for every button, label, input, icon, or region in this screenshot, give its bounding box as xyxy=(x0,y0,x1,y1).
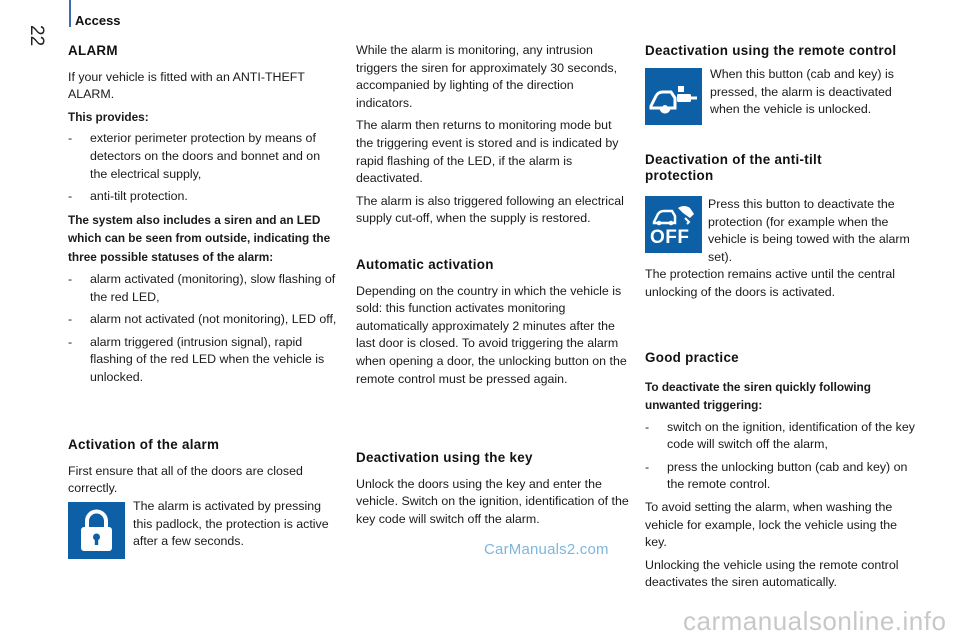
tilt-section xyxy=(645,152,915,184)
watermark-text: CarManuals2.com xyxy=(484,541,609,558)
key-deactivation-text: Unlock the doors using the key and enter the vehicle. Switch on the ignition, identification of the key code will switch off the alarm. xyxy=(356,476,629,526)
anti-tilt-off-button-icon xyxy=(645,196,702,253)
automatic-activation-text: Depending on the country in which the vehicle is sold: this function activates monitoring automatically approximately 2 minutes after the last door is closed. To avoid triggering the alarm when opening a door, the unlocking button on the remote control must be pressed again. xyxy=(356,283,627,386)
activation-icon-text: The alarm is activated by pressing this padlock, the protection is active after a few seconds. xyxy=(133,499,329,549)
activation-intro: First ensure that all of the doors are closed correctly. xyxy=(68,463,303,496)
list-item: - press the unlocking button (cab and key) on the remote control. xyxy=(645,459,908,492)
automatic-activation-section xyxy=(356,256,632,393)
column-right xyxy=(645,42,915,60)
wash-text: To avoid setting the alarm, when washing the vehicle for example, lock the vehicle using the key. xyxy=(645,499,898,550)
footer-watermark: carmanualsonline.info xyxy=(683,606,947,636)
list-item: - alarm not activated (not monitoring), LED off, xyxy=(68,312,337,327)
alarm-heading: ALARM xyxy=(68,43,118,58)
good-practice-heading: Good practice xyxy=(645,350,739,365)
list-item: - alarm triggered (intrusion signal), rapid flashing of the red LED when the vehicle is unlocked. xyxy=(68,334,325,384)
key-deactivation-section xyxy=(356,449,632,533)
list-item: - exterior perimeter protection by means of detectors on the doors and bonnet and on the electrical supply, xyxy=(68,131,321,181)
list-item: - alarm activated (monitoring), slow flashing of the red LED, xyxy=(68,271,336,304)
provides-label: This provides: xyxy=(68,109,149,124)
header-accent-bar xyxy=(69,0,71,27)
alarm-intro: If your vehicle is fitted with an ANTI-THEFT ALARM. xyxy=(68,69,305,102)
unlock-text: Unlocking the vehicle using the remote control deactivates the siren automatically. xyxy=(645,557,899,590)
monitoring-paragraph: The alarm is also triggered following an electrical supply cut-off, when the supply is restored. xyxy=(356,193,624,226)
good-practice-section xyxy=(645,349,915,597)
automatic-activation-heading: Automatic activation xyxy=(356,257,494,272)
section-title: Access xyxy=(75,13,121,28)
remote-deactivation-heading: Deactivation using the remote control xyxy=(645,43,897,58)
tilt-note: The protection remains active until the central unlocking of the doors is activated. xyxy=(645,267,896,299)
activation-heading: Activation of the alarm xyxy=(68,437,220,452)
list-item: - anti-tilt protection. xyxy=(68,189,188,204)
monitoring-paragraph: While the alarm is monitoring, any intrusion triggers the siren for approximately 30 seconds, accompanied by lighting of the direction indicators. xyxy=(356,43,618,110)
key-deactivation-heading: Deactivation using the key xyxy=(356,450,533,465)
off-label: OFF xyxy=(650,227,690,248)
tilt-note-section xyxy=(645,266,915,306)
list-item: - switch on the ignition, identification of the key code will switch off the alarm, xyxy=(645,419,915,452)
page-number: 22 xyxy=(26,25,47,47)
remote-icon-text: When this button (cab and key) is pressed, the alarm is deactivated when the vehicle is unlocked. xyxy=(710,67,894,117)
tilt-deactivation-heading: Deactivation of the anti-tilt protection xyxy=(645,152,822,183)
good-practice-lead: To deactivate the siren quickly following unwanted triggering: xyxy=(645,379,871,412)
cab-and-key-button-icon xyxy=(645,68,702,125)
padlock-button-icon xyxy=(68,502,125,559)
monitoring-paragraph: The alarm then returns to monitoring mode but the triggering event is stored and is indicated by rapid flashing of the LED, if the alarm is deactivated. xyxy=(356,118,619,186)
activation-section xyxy=(68,436,340,503)
column-left xyxy=(68,42,340,392)
column-middle xyxy=(356,42,632,233)
system-note: The system also includes a siren and an LED which can be seen from outside, indicating the three possible statuses of the alarm: xyxy=(68,212,331,264)
tilt-icon-text: Press this button to deactivate the protection (for example when the vehicle is being towed with the alarm set). xyxy=(708,197,910,264)
